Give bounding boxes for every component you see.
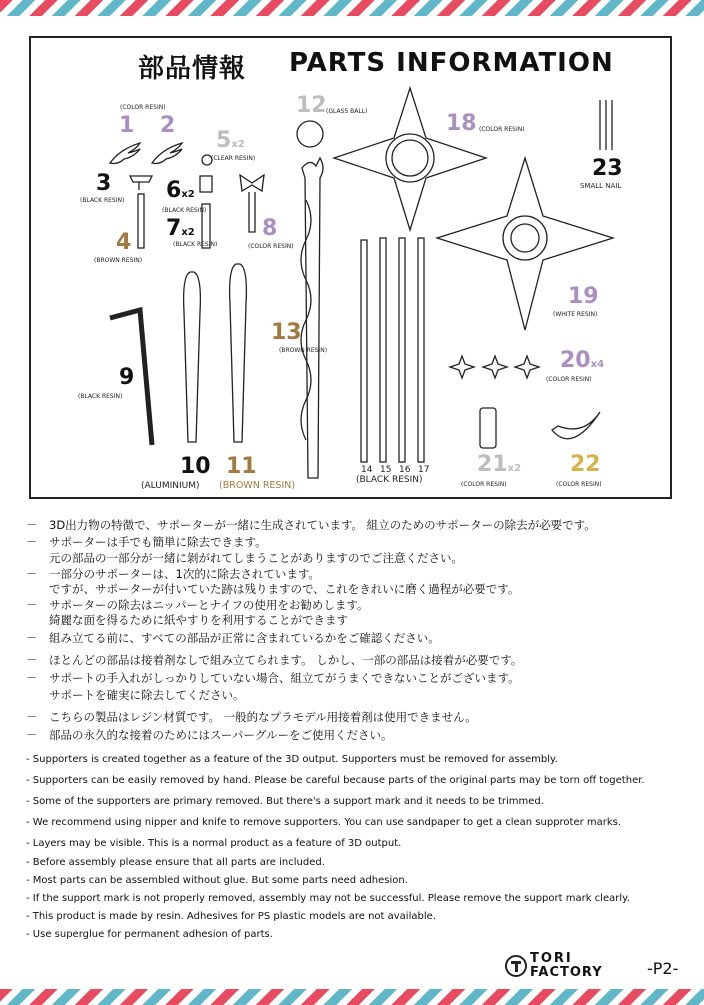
part-6-qty: x2 bbox=[181, 189, 195, 200]
decorative-stripe-bottom bbox=[0, 989, 704, 1005]
part-8-shape bbox=[240, 175, 264, 232]
rod-15 bbox=[380, 238, 386, 462]
note-en-10: - Use superglue for permanent adhesion of parts. bbox=[26, 929, 273, 940]
part-18-number: 18 bbox=[446, 111, 477, 136]
part-9-material: (BLACK RESIN) bbox=[78, 393, 123, 400]
note-en-7: - Most parts can be assembled without glue. But some parts need adhesion. bbox=[26, 875, 408, 886]
part-21-qty: x2 bbox=[507, 463, 522, 474]
note-jp-7: 綺麗な面を得るために紙やすりを利用することができます bbox=[26, 613, 348, 627]
note-jp-2: － サポーターは手でも簡単に除去できます。 bbox=[26, 535, 267, 549]
part-19-number: 19 bbox=[568, 284, 599, 309]
part-5-qty: x2 bbox=[231, 139, 245, 150]
note-jp-8: － 組み立てる前に、すべての部品が正常に含まれているかをご確認ください。 bbox=[26, 631, 440, 645]
part-12-material: (GLASS BALL) bbox=[326, 108, 368, 115]
part-20-qty: x4 bbox=[590, 359, 605, 370]
part-8-number: 8 bbox=[262, 216, 278, 241]
part-9-number: 9 bbox=[119, 365, 135, 390]
wing-part-1 bbox=[110, 143, 140, 164]
part-20-number bbox=[560, 350, 604, 376]
rod-17 bbox=[418, 238, 424, 462]
part-7-qty: x2 bbox=[181, 227, 195, 238]
part-6-num: 6 bbox=[166, 178, 182, 203]
part-6-shape bbox=[200, 176, 212, 192]
part-13-number: 13 bbox=[271, 320, 302, 345]
part-8-material: (COLOR RESIN) bbox=[248, 243, 294, 250]
part-13-material: (BROWN RESIN) bbox=[279, 347, 328, 354]
note-jp-5: ですが、サポーターが付いていた跡は残りますので、これをきれいに磨く過程が必要です。 bbox=[26, 582, 520, 596]
part-7-material: (BLACK RESIN) bbox=[173, 241, 218, 248]
part-3-material: (BLACK RESIN) bbox=[80, 197, 125, 204]
rod-17-number: 17 bbox=[418, 465, 430, 475]
part-3-shape bbox=[130, 176, 152, 190]
part-6-number bbox=[166, 180, 195, 206]
rod-16-number: 16 bbox=[399, 465, 411, 475]
part-10-bat bbox=[184, 272, 201, 442]
note-en-5: - Layers may be visible. This is a normal product as a feature of 3D output. bbox=[26, 838, 402, 849]
part-20-star-b bbox=[483, 356, 507, 378]
part-20-material: (COLOR RESIN) bbox=[546, 376, 592, 383]
part-3-number: 3 bbox=[96, 171, 112, 196]
logo-line-2: FACTORY bbox=[530, 965, 603, 980]
part-6-material: (BLACK RESIN) bbox=[162, 207, 207, 214]
part-12-ball bbox=[297, 121, 323, 147]
part-11-number: 11 bbox=[226, 454, 257, 479]
part-5-number bbox=[216, 130, 245, 156]
note-en-6: - Before assembly please ensure that all parts are included. bbox=[26, 857, 325, 868]
rods-material: (BLACK RESIN) bbox=[356, 475, 423, 485]
part-10-material: (ALUMINIUM) bbox=[141, 481, 200, 491]
part-11-bat bbox=[230, 264, 247, 442]
note-en-1: - Supporters is created together as a feature of the 3D output. Supporters must be removed for assembly. bbox=[26, 754, 558, 765]
part-1-2-material: (COLOR RESIN) bbox=[120, 104, 166, 111]
part-11-material: (BROWN RESIN) bbox=[219, 480, 296, 491]
part-21-material: (COLOR RESIN) bbox=[461, 481, 507, 488]
rod-14 bbox=[361, 240, 367, 462]
part-13-staff bbox=[302, 158, 323, 478]
rod-16 bbox=[399, 238, 405, 462]
part-22-banana bbox=[552, 412, 600, 439]
part-18-material: (COLOR RESIN) bbox=[479, 126, 525, 133]
part-1-number: 1 bbox=[119, 113, 135, 138]
rod-14-number: 14 bbox=[361, 465, 373, 475]
part-5-material: (CLEAR RESIN) bbox=[211, 155, 256, 162]
part-21-number bbox=[477, 454, 521, 480]
note-jp-12: － こちらの製品はレジン材質です。 一般的なプラモデル用接着剤は使用できません。 bbox=[26, 710, 477, 724]
note-jp-1: － 3D出力物の特徴で、サポーターが一緒に生成されています。 組立のためのサポーターの除去が必要です。 bbox=[26, 518, 596, 532]
part-12-number: 12 bbox=[296, 93, 327, 118]
note-en-8: - If the support mark is not properly removed, assembly may not be successful. Please remove the support mark clearly. bbox=[26, 893, 630, 904]
part-20-star-a bbox=[450, 356, 474, 378]
wing-part-2 bbox=[152, 143, 182, 164]
part-7-num: 7 bbox=[166, 216, 182, 241]
note-en-4: - We recommend using nipper and knife to remove supporters. You can use sandpaper to get a clean supproter marks. bbox=[26, 817, 622, 828]
title-jp: 部品情報 bbox=[138, 54, 247, 84]
logo-line-1: TORI bbox=[530, 951, 573, 966]
note-jp-3: 元の部品の一部分が一緒に剝がれてしまうことがありますのでご注意ください。 bbox=[26, 551, 463, 565]
part-4-material: (BROWN RESIN) bbox=[94, 257, 143, 264]
part-21-cylinder bbox=[480, 408, 496, 448]
part-23-material: SMALL NAIL bbox=[580, 182, 622, 190]
page-number: -P2- bbox=[647, 959, 679, 978]
title-en: PARTS INFORMATION bbox=[289, 48, 614, 78]
part-20-num: 20 bbox=[560, 348, 591, 373]
part-2-number: 2 bbox=[160, 113, 176, 138]
note-jp-4: － 一部分のサポーターは、1次的に除去されています。 bbox=[26, 567, 320, 581]
part-23-number: 23 bbox=[592, 156, 623, 181]
note-en-9: - This product is made by resin. Adhesives for PS plastic models are not available. bbox=[26, 911, 436, 922]
part-10-number: 10 bbox=[180, 454, 211, 479]
note-jp-13: － 部品の永久的な接着のためにはスーパーグルーをご使用ください。 bbox=[26, 728, 393, 742]
part-22-material: (COLOR RESIN) bbox=[556, 481, 602, 488]
rod-15-number: 15 bbox=[380, 465, 392, 475]
tori-factory-logo-icon bbox=[505, 955, 527, 977]
note-jp-10: － サポートの手入れがしっかりしていない場合、組立てがうまくできないことがございます。 bbox=[26, 671, 520, 685]
note-jp-9: － ほとんどの部品は接着剤なしで組み立てられます。 しかし、一部の部品は接着が必要です。 bbox=[26, 653, 523, 667]
part-19-material: (WHITE RESIN) bbox=[553, 311, 598, 318]
part-22-number: 22 bbox=[570, 452, 601, 477]
note-jp-6: － サポーターの除去はニッパーとナイフの使用をお勧めします。 bbox=[26, 598, 369, 612]
note-jp-11: サポートを確実に除去してください。 bbox=[26, 688, 245, 702]
part-4-number: 4 bbox=[116, 230, 132, 255]
note-en-3: - Some of the supporters are primary removed. But there's a support mark and it needs to be trimmed. bbox=[26, 796, 544, 807]
note-en-2: - Supporters can be easily removed by hand. Please be careful because parts of the original parts may be torn off together. bbox=[26, 775, 645, 786]
part-20-star-c bbox=[515, 356, 539, 378]
part-5-num: 5 bbox=[216, 128, 232, 153]
part-4-rod bbox=[138, 194, 144, 248]
part-21-num: 21 bbox=[477, 452, 508, 477]
